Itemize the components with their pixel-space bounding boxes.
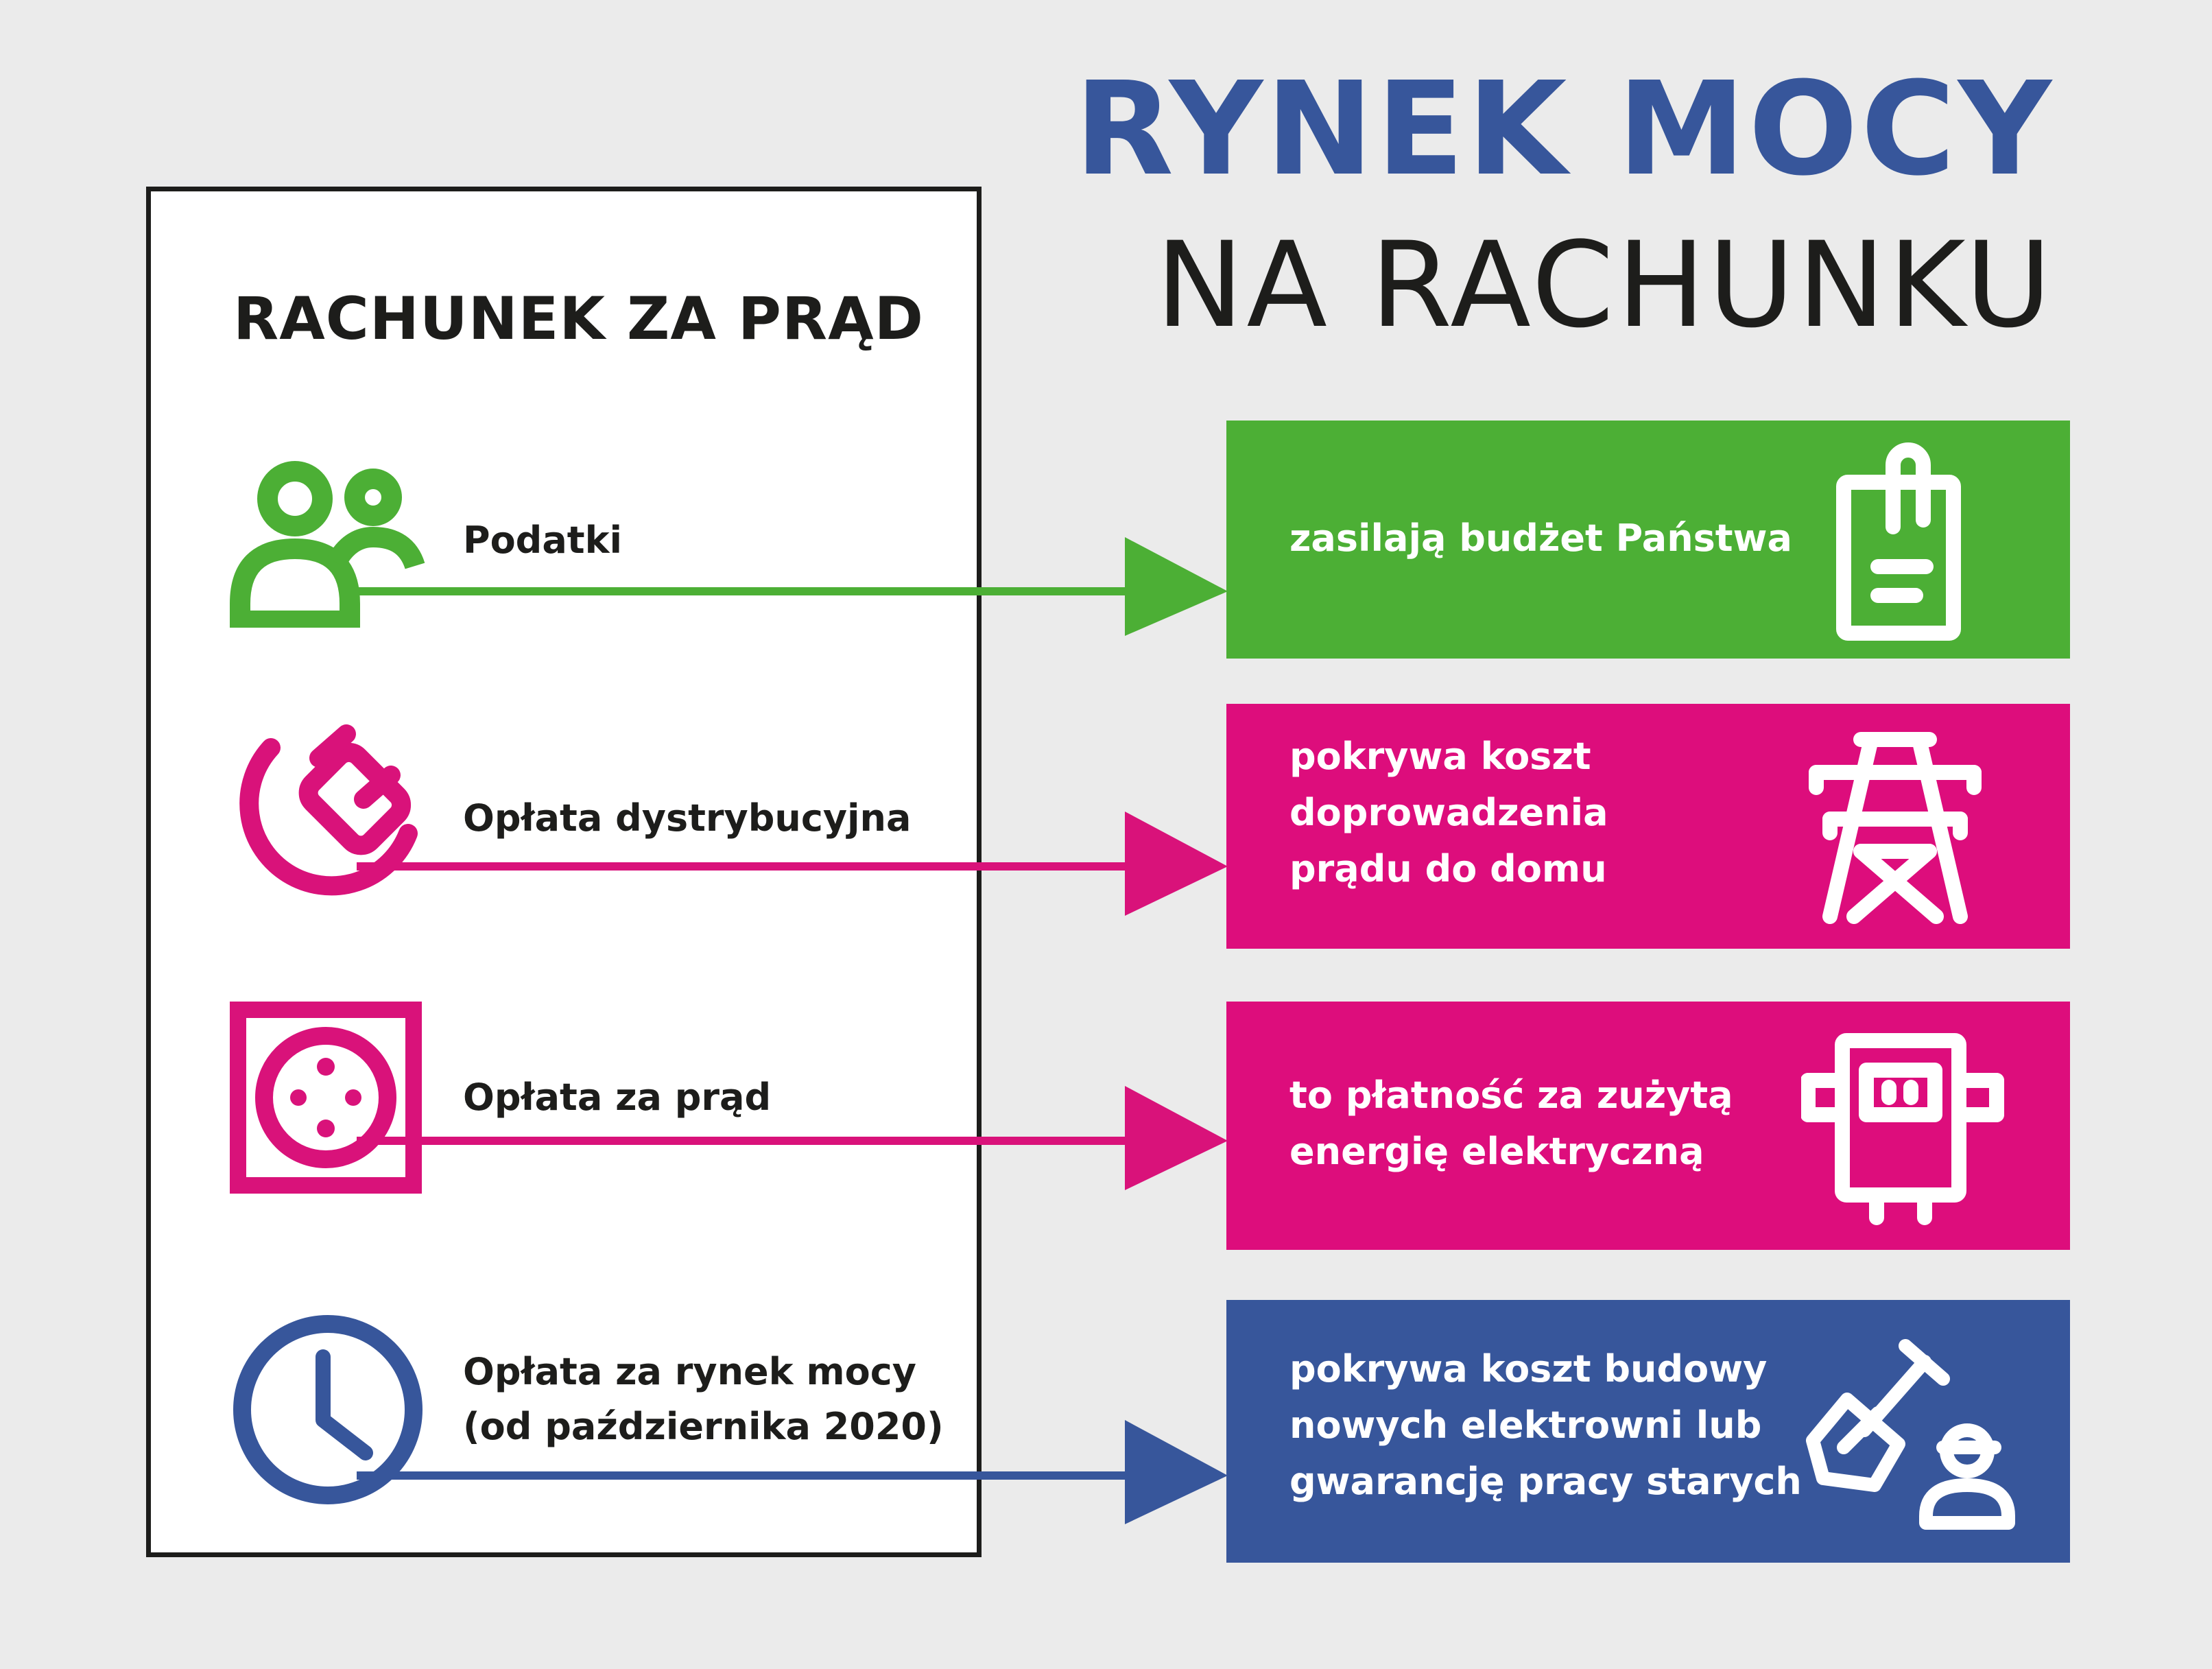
panel-elektrownie-text [1289, 1341, 1802, 1510]
title-line2: NA RACHUNKU [1155, 216, 2054, 354]
panel-dystrybucja [1226, 704, 2070, 949]
arrow-za-prad [357, 1086, 1228, 1196]
panel-energia-text [1289, 1067, 1733, 1180]
panel-dystrybucja-line3: prądu do domu [1289, 847, 1607, 890]
panel-dystrybucja-line2: doprowadzenia [1289, 791, 1608, 834]
panel-elektrownie-line3: gwarancję pracy starych [1289, 1460, 1802, 1503]
item-label-dystrybucyjna: Opłata dystrybucyjna [463, 796, 912, 840]
shovel-worker-icon [1796, 1331, 2022, 1530]
item-label-za-prad: Opłata za prąd [463, 1076, 772, 1119]
panel-budzet-text [1289, 510, 1792, 567]
arrow-podatki [357, 532, 1228, 641]
panel-energia [1226, 1002, 2070, 1250]
item-label-rynek-mocy-line1: Opłata za rynek mocy [463, 1350, 916, 1393]
bill-title: RACHUNEK ZA PRĄD [233, 285, 925, 353]
title-line1: RYNEK MOCY [1074, 54, 2054, 204]
panel-budzet-line1: zasilają budżet Państwa [1289, 517, 1792, 560]
panel-elektrownie [1226, 1300, 2070, 1563]
item-label-podatki: Podatki [463, 519, 623, 562]
arrow-dystrybucyjna [357, 812, 1228, 921]
clipboard-icon [1830, 438, 1967, 643]
panel-dystrybucja-text [1289, 729, 1608, 897]
arrow-rynek-mocy [357, 1420, 1228, 1530]
power-pylon-icon [1806, 724, 1984, 930]
item-label-rynek-mocy-line2: (od października 2020) [463, 1405, 944, 1448]
panel-energia-line2: energię elektryczną [1289, 1130, 1704, 1173]
panel-energia-line1: to płatność za zużytą [1289, 1074, 1733, 1117]
panel-elektrownie-line2: nowych elektrowni lub [1289, 1404, 1762, 1447]
panel-dystrybucja-line1: pokrywa koszt [1289, 735, 1591, 778]
electric-meter-icon [1801, 1032, 2007, 1231]
panel-budzet [1226, 421, 2070, 659]
panel-elektrownie-line1: pokrywa koszt budowy [1289, 1347, 1768, 1390]
